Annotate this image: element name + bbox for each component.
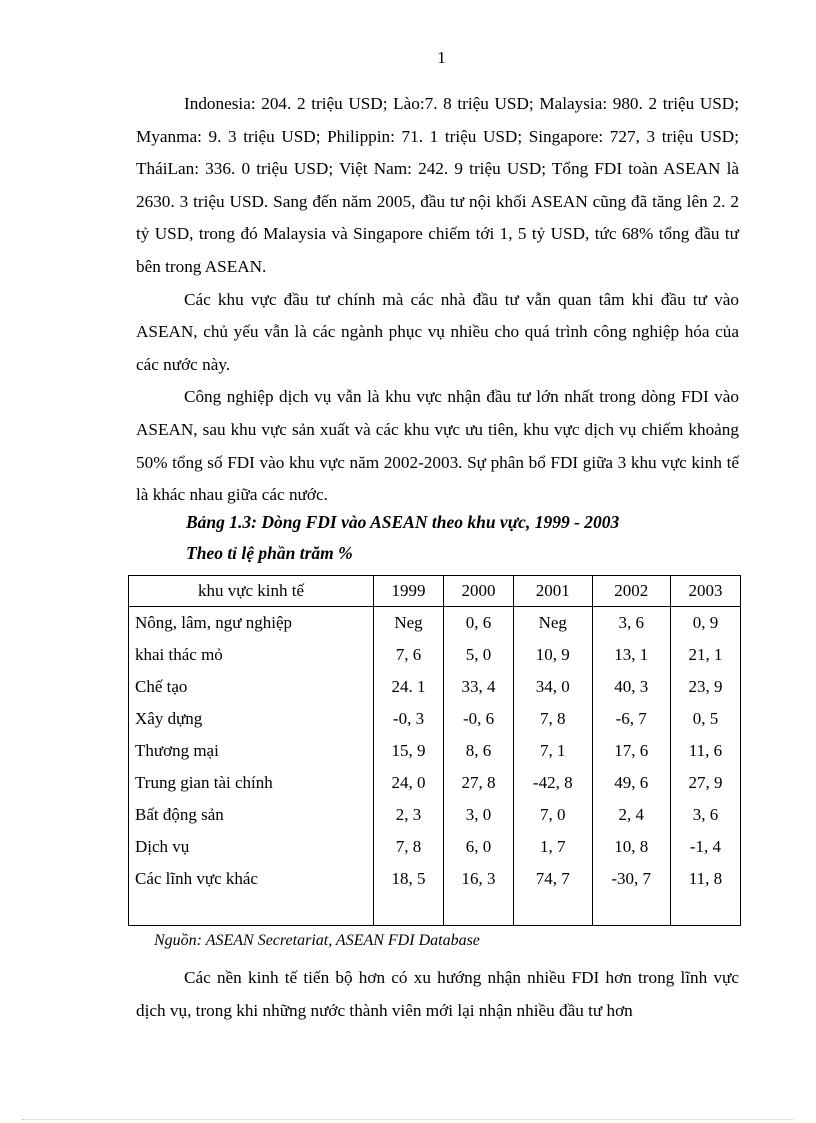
table-cell: -1, 4 — [670, 831, 740, 863]
paragraph: Các khu vực đầu tư chính mà các nhà đầu tư vẫn quan tâm khi đầu tư vào ASEAN, chủ yếu vẫn là các ngành phục vụ nhiều cho quá trình công nghiệp hóa của các nước này. — [136, 289, 739, 374]
table-cell: 7, 8 — [374, 831, 444, 863]
table-cell: 34, 0 — [514, 671, 592, 703]
table-cell: 33, 4 — [444, 671, 514, 703]
table-row — [129, 671, 741, 703]
table-row-label: Chế tạo — [129, 671, 374, 703]
table-cell: -6, 7 — [592, 703, 670, 735]
table-header-cell: 1999 — [374, 576, 444, 607]
table-cell: 18, 5 — [374, 863, 444, 895]
table-row-label: Bất động sản — [129, 799, 374, 831]
table-cell: 0, 9 — [670, 607, 740, 640]
table-cell: 8, 6 — [444, 735, 514, 767]
table-cell: 10, 8 — [592, 831, 670, 863]
table-cell: 10, 9 — [514, 639, 592, 671]
table-caption-unit: Theo tỉ lệ phần trăm % — [186, 543, 353, 563]
table-cell: 40, 3 — [592, 671, 670, 703]
table-row-label: Các lĩnh vực khác — [129, 863, 374, 895]
table-row — [129, 735, 741, 767]
table-row — [129, 831, 741, 863]
table-row — [129, 863, 741, 895]
table-cell: -30, 7 — [592, 863, 670, 895]
table-cell: 23, 9 — [670, 671, 740, 703]
table-cell: 0, 5 — [670, 703, 740, 735]
table-cell: 1, 7 — [514, 831, 592, 863]
table-empty-cell — [514, 895, 592, 926]
table-empty-cell — [592, 895, 670, 926]
table-header-cell: 2000 — [444, 576, 514, 607]
paragraph: Indonesia: 204. 2 triệu USD; Lào:7. 8 triệu USD; Malaysia: 980. 2 triệu USD; Myanma: 9. 3 triệu USD; Philippin: 71. 1 triệu USD; Singapore: 727, 3 triệu USD; TháiLan: 336. 0 triệu USD; Việt Nam: 242. 9 triệu USD; Tổng FDI toàn ASEAN là 2630. 3 triệu USD. Sang đến năm 2005, đầu tư nội khối ASEAN cũng đã tăng lên 2. 2 tỷ USD, trong đó Malaysia và Singapore chiếm tới 1, 5 tỷ USD, tức 68% tổng đầu tư bên trong ASEAN. — [136, 94, 739, 276]
table-cell: 24, 0 — [374, 767, 444, 799]
table-cell: 7, 8 — [514, 703, 592, 735]
table-cell: 7, 6 — [374, 639, 444, 671]
table-empty-cell — [374, 895, 444, 926]
table-cell: 17, 6 — [592, 735, 670, 767]
table-cell: -0, 3 — [374, 703, 444, 735]
table-cell: 74, 7 — [514, 863, 592, 895]
table-cell: 2, 3 — [374, 799, 444, 831]
table-cell: 13, 1 — [592, 639, 670, 671]
table-cell: 24. 1 — [374, 671, 444, 703]
table-cell: 3, 6 — [670, 799, 740, 831]
table-header-cell: 2003 — [670, 576, 740, 607]
table-row-label: Xây dựng — [129, 703, 374, 735]
table-cell: 21, 1 — [670, 639, 740, 671]
table-header-row — [129, 576, 741, 607]
table-row-label: khai thác mỏ — [129, 639, 374, 671]
table-cell: 15, 9 — [374, 735, 444, 767]
table-cell: 7, 0 — [514, 799, 592, 831]
table-row — [129, 799, 741, 831]
table-cell: 5, 0 — [444, 639, 514, 671]
table-row — [129, 703, 741, 735]
body-text — [136, 88, 739, 512]
table-empty-cell — [670, 895, 740, 926]
table-caption-title: Bảng 1.3: Dòng FDI vào ASEAN theo khu vực, 1999 - 2003 — [186, 512, 620, 532]
table-row-label: Trung gian tài chính — [129, 767, 374, 799]
table-cell: 27, 8 — [444, 767, 514, 799]
table-cell: Neg — [514, 607, 592, 640]
table-empty-row — [129, 895, 741, 926]
table-row — [129, 767, 741, 799]
table-cell: 3, 0 — [444, 799, 514, 831]
table-cell: 27, 9 — [670, 767, 740, 799]
paragraph: Các nền kinh tế tiến bộ hơn có xu hướng nhận nhiều FDI hơn trong lĩnh vực dịch vụ, trong khi những nước thành viên mới lại nhận nhiều đầu tư hơn — [136, 968, 739, 1020]
continuation-text — [136, 962, 739, 1027]
table-empty-cell — [444, 895, 514, 926]
page-number: 1 — [437, 48, 446, 67]
table-cell: Neg — [374, 607, 444, 640]
table-row — [129, 639, 741, 671]
table-row — [129, 607, 741, 640]
table-cell: 7, 1 — [514, 735, 592, 767]
table-empty-cell — [129, 895, 374, 926]
table-cell: 11, 8 — [670, 863, 740, 895]
paragraph: Công nghiệp dịch vụ vẫn là khu vực nhận đầu tư lớn nhất trong dòng FDI vào ASEAN, sau khu vực sản xuất và các khu vực ưu tiên, khu vực dịch vụ chiếm khoảng 50% tổng số FDI vào khu vực năm 2002-2003. Sự phân bổ FDI giữa 3 khu vực kinh tế là khác nhau giữa các nước. — [136, 387, 739, 505]
table-cell: 3, 6 — [592, 607, 670, 640]
table-cell: 11, 6 — [670, 735, 740, 767]
table-row-label: Dịch vụ — [129, 831, 374, 863]
table-cell: -42, 8 — [514, 767, 592, 799]
table-cell: 6, 0 — [444, 831, 514, 863]
table-header-cell: 2002 — [592, 576, 670, 607]
table-cell: 2, 4 — [592, 799, 670, 831]
table-header-cell: 2001 — [514, 576, 592, 607]
fdi-table — [128, 575, 741, 926]
table-cell: 49, 6 — [592, 767, 670, 799]
table-cell: 0, 6 — [444, 607, 514, 640]
table-row-label: Nông, lâm, ngư nghiệp — [129, 607, 374, 640]
table-header-cell: khu vực kinh tế — [129, 576, 374, 607]
table-cell: 16, 3 — [444, 863, 514, 895]
table-row-label: Thương mại — [129, 735, 374, 767]
table-source: Nguồn: ASEAN Secretariat, ASEAN FDI Database — [154, 932, 480, 949]
page-footer-divider — [22, 1119, 794, 1120]
table-cell: -0, 6 — [444, 703, 514, 735]
